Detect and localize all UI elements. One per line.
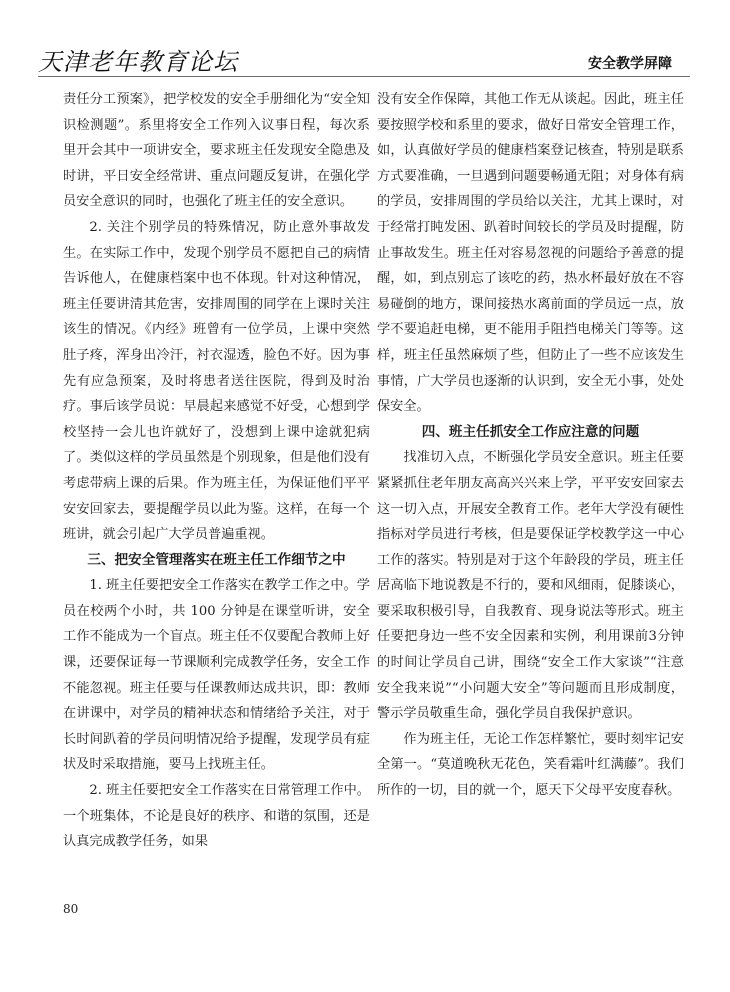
paragraph: 责任分工预案》，把学校发的安全手册细化为“安全知识检测题”。系里将安全工作列入议事日程，每次系里开会其中一项讲安全，要求班主任发现安全隐患及时讲，平日安全经常讲、重点问题反复讲，在强化学员安全意识的同时，也强化了班主任的安全意识。 xyxy=(63,92,370,210)
right-column xyxy=(377,87,684,804)
paragraph: 1. 班主任要把安全工作落实在教学工作之中。学员在校两个小时，共 100 分钟是在课堂听讲，安全工作不能成为一个盲点。班主任不仅要配合教师上好课，还要保证每一节课顺利完成教学任务，安全工作不能忽视。班主任要与任课教师达成共识，即：教师在讲课中，对学员的精神状态和情绪给予关注，对于长时间趴着的学员问明情况给予提醒，发现学员有症状及时采取措施，要马上找班主任。 xyxy=(63,578,370,773)
header-rule xyxy=(38,76,690,77)
paragraph: 没有安全作保障，其他工作无从谈起。因此，班主任要按照学校和系里的要求，做好日常安全管理工作，如，认真做好学员的健康档案登记核查，特别是联系方式要准确，一旦遇到问题要畅通无阻；对身体有病的学员，安排周围的学员给以关注，尤其上课时，对于经常打盹发困、趴着时间较长的学员及时提醒，防止事故发生。班主任对容易忽视的问题给予善意的提醒，如，到点别忘了该吃的药，热水杯最好放在不容易碰倒的地方，课间接热水离前面的学员远一点，放学不要追赶电梯，更不能用手阻挡电梯关门等等。这样，班主任虽然麻烦了些，但防止了一些不应该发生事情，广大学员也逐渐的认识到，安全无小事，处处保安全。 xyxy=(377,92,684,415)
left-column xyxy=(63,87,370,855)
paragraph: 2. 班主任要把安全工作落实在日常管理工作中。一个班集体，不论是良好的秩序、和谐的氛围，还是认真完成教学任务，如果 xyxy=(63,783,370,850)
paragraph: 作为班主任，无论工作怎样繁忙，要时刻牢记安全第一。“莫道晚秋无花色，笑看霜叶红满藤”。我们所作的一切，目的就一个，愿天下父母平安度春秋。 xyxy=(377,731,684,799)
paragraph: 找准切入点，不断强化学员安全意识。班主任要紧紧抓住老年朋友高高兴兴来上学，平平安安回家去这一切入点，开展安全教育工作。老年大学没有硬性指标对学员进行考核，但是要保证学校教学这一中心工作的落实。特别是对于这个年龄段的学员，班主任居高临下地说教是不行的，要和风细雨，促膝谈心，要采取积极引导，自我教育、现身说法等形式。班主任要把身边一些不安全因素和实例，利用课前3分钟的时间让学员自己讲，围绕“安全工作大家谈”“注意安全我来说”“小问题大安全”等问题而且形成制度，警示学员敬重生命，强化学员自我保护意识。 xyxy=(377,450,684,722)
journal-logo: 天津老年教育论坛 xyxy=(38,48,238,76)
paragraph: 2. 关注个别学员的特殊情况，防止意外事故发生。在实际工作中，发现个别学员不愿把自己的病情告诉他人，在健康档案中也不体现。针对这种情况，班主任要讲清其危害，安排周围的同学在上课时关注该生的情况。《内经》班曾有一位学员，上课中突然肚子疼，浑身出冷汗，衬衣湿透，脸色不好。因为事先有应急预案，及时将患者送往医院，得到及时治疗。事后该学员说：早晨起来感觉不好受，心想到学校坚持一会儿也许就好了，没想到上课中途就犯病了。类似这样的学员虽然是个别现象，但是他们没有考虑带病上课的后果。作为班主任，为保证他们平平安安回家去，要提醒学员以此为鉴。这样，在每一个班讲，就会引起广大学员普遍重视。 xyxy=(63,219,370,543)
page-number: 80 xyxy=(63,902,79,916)
section-title: 安全教学屏障 xyxy=(588,56,672,72)
section-heading: 四、班主任抓安全工作应注意的问题 xyxy=(421,423,640,440)
section-heading: 三、把安全管理落实在班主任工作细节之中 xyxy=(87,551,346,568)
